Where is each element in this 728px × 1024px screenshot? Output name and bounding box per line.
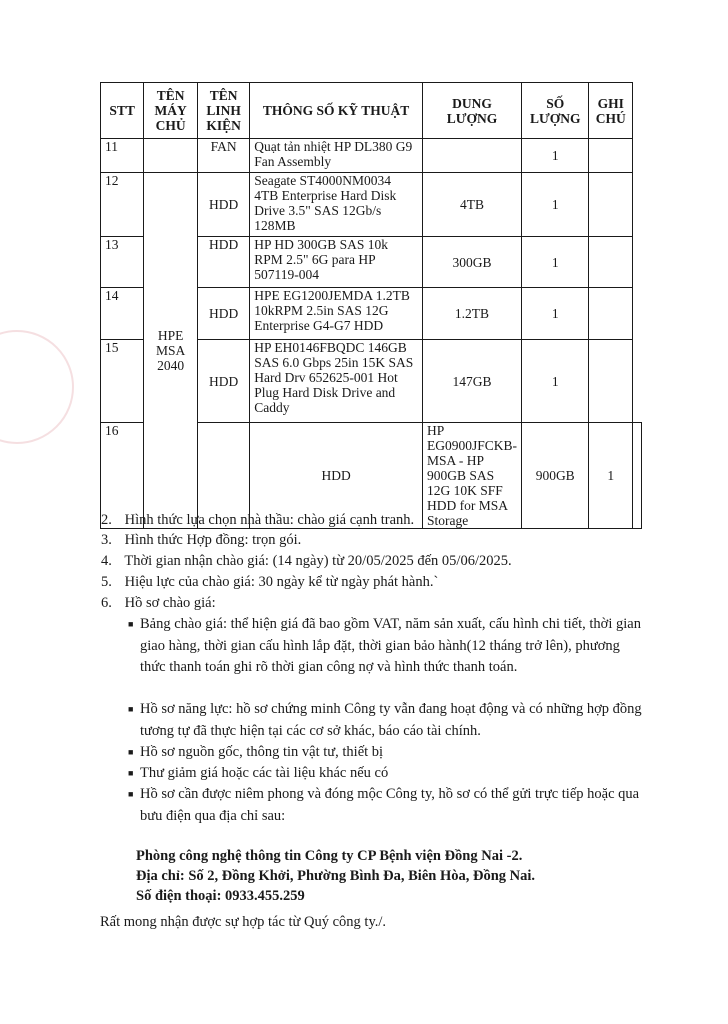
cell-qty: 1: [521, 139, 588, 173]
cell-stt: 16: [101, 423, 144, 529]
list-text: Hình thức lựa chọn nhà thầu: chào giá cạnh tranh.: [124, 512, 415, 528]
bullet-square-icon: ■: [128, 747, 134, 757]
cell-note: [589, 139, 633, 173]
bullet-item: [128, 614, 648, 679]
list-number: 4.: [101, 553, 112, 569]
cell-component: HDD: [198, 340, 250, 423]
cell-capacity: [422, 139, 521, 173]
cell-capacity: 300GB: [422, 237, 521, 288]
table-row: [101, 173, 642, 237]
cell-stt: 15: [101, 340, 144, 423]
cell-spec: Seagate ST4000NM0034 4TB Enterprise Hard Disk Drive 3.5" SAS 12Gb/s 128MB: [250, 173, 423, 237]
bullet-square-icon: ■: [128, 789, 134, 799]
header-component: TÊN LINH KIỆN: [198, 83, 250, 139]
cell-note: [589, 237, 633, 288]
cell-component: HDD: [250, 423, 423, 529]
bullet-item: [128, 763, 648, 785]
cell-capacity: 900GB: [521, 423, 588, 529]
list-text: Hình thức Hợp đồng: trọn gói.: [124, 532, 302, 548]
list-number: 6.: [101, 595, 112, 611]
cell-stt: 13: [101, 237, 144, 288]
cell-server-name: HPE MSA 2040: [144, 173, 198, 529]
cell-stt: 12: [101, 173, 144, 237]
bullet-text: Hồ sơ cần được niêm phong và đóng mộc Công ty, hồ sơ có thể gửi trực tiếp hoặc qua bưu điện qua địa chỉ sau:: [140, 786, 640, 824]
cell-qty: 1: [521, 173, 588, 237]
list-number: 3.: [101, 532, 112, 548]
cell-capacity: 1.2TB: [422, 288, 521, 340]
address-department: Phòng công nghệ thông tin Công ty CP Bệnh viện Đồng Nai -2.: [136, 848, 523, 864]
list-number: 2.: [101, 512, 112, 528]
bullet-text: Bảng chào giá: thể hiện giá đã bao gồm VAT, năm sản xuất, cấu hình chi tiết, thời gian giao hàng, thời gian cấu hình lắp đặt, thời gian bảo hành(12 tháng trở lên), phương thức thanh toán ghi rõ thời gian công nợ và hình thức thanh toán.: [140, 616, 641, 675]
bullet-text: Hồ sơ nguồn gốc, thông tin vật tư, thiết bị: [140, 744, 384, 760]
header-note: GHI CHÚ: [589, 83, 633, 139]
cell-capacity: 4TB: [422, 173, 521, 237]
closing-line: Rất mong nhận được sự hợp tác từ Quý công ty./.: [100, 914, 387, 930]
header-qty: SỐ LƯỢNG: [521, 83, 588, 139]
header-stt: STT: [101, 83, 144, 139]
cell-spec: HP EH0146FBQDC 146GB SAS 6.0 Gbps 25in 15K SAS Hard Drv 652625-001 Hot Plug Hard Disk Drive and Caddy: [250, 340, 423, 423]
cell-stt: 14: [101, 288, 144, 340]
cell-stt: 11: [101, 139, 144, 173]
cell-spec: HP EG0900JFCKB-MSA - HP 900GB SAS 12G 10K SFF HDD for MSA Storage: [422, 423, 521, 529]
table-header-row: [101, 83, 642, 139]
list-text: Thời gian nhận chào giá: (14 ngày) từ 20/05/2025 đến 05/06/2025.: [124, 553, 512, 569]
bullet-text: Thư giảm giá hoặc các tài liệu khác nếu có: [140, 765, 389, 781]
cell-spec: HPE EG1200JEMDA 1.2TB 10kRPM 2.5in SAS 12G Enterprise G4-G7 HDD: [250, 288, 423, 340]
list-item: [101, 572, 438, 592]
bullet-item: [128, 699, 648, 742]
cell-note: [589, 173, 633, 237]
list-text: Hồ sơ chào giá:: [124, 595, 216, 611]
table-row: [101, 139, 642, 173]
equipment-table: [100, 82, 642, 529]
address-phone: Số điện thoại: 0933.455.259: [136, 888, 305, 904]
address-location: Địa chỉ: Số 2, Đồng Khởi, Phường Bình Đa, Biên Hòa, Đồng Nai.: [136, 868, 536, 884]
list-item: [101, 551, 512, 571]
cell-server-empty: [144, 139, 198, 173]
cell-spec: HP HD 300GB SAS 10k RPM 2.5" 6G para HP 507119-004: [250, 237, 423, 288]
list-item: [101, 510, 414, 530]
bullet-square-icon: ■: [128, 619, 134, 629]
cell-qty: 1: [521, 340, 588, 423]
list-text: Hiệu lực của chào giá: 30 ngày kể từ ngày phát hành.`: [124, 574, 439, 590]
cell-component: HDD: [198, 237, 250, 288]
cell-qty: 1: [521, 288, 588, 340]
cell-component: FAN: [198, 139, 250, 173]
bullet-square-icon: ■: [128, 768, 134, 778]
cell-component: HDD: [198, 173, 250, 237]
header-capacity: DUNG LƯỢNG: [422, 83, 521, 139]
cell-note: [589, 340, 633, 423]
bullet-square-icon: ■: [128, 704, 134, 714]
list-number: 5.: [101, 574, 112, 590]
bullet-item: [128, 784, 648, 827]
header-server: TÊN MÁY CHỦ: [144, 83, 198, 139]
bullet-item: [128, 742, 648, 764]
cell-note: [633, 423, 642, 529]
bullet-text: Hồ sơ năng lực: hồ sơ chứng minh Công ty vẫn đang hoạt động và có những hợp đồng tương tự đã thực hiện tại các cơ sở khác, báo cáo tài chính.: [140, 701, 642, 739]
cell-note: [589, 288, 633, 340]
cell-qty: 1: [589, 423, 633, 529]
contact-address: [136, 846, 535, 906]
cell-qty: 1: [521, 237, 588, 288]
header-spec: THÔNG SỐ KỸ THUẬT: [250, 83, 423, 139]
cell-spec: Quạt tản nhiệt HP DL380 G9 Fan Assembly: [250, 139, 423, 173]
cell-component: HDD: [198, 288, 250, 340]
list-item: [101, 593, 216, 613]
list-item: [101, 530, 301, 550]
faded-stamp: [0, 330, 74, 444]
cell-capacity: 147GB: [422, 340, 521, 423]
